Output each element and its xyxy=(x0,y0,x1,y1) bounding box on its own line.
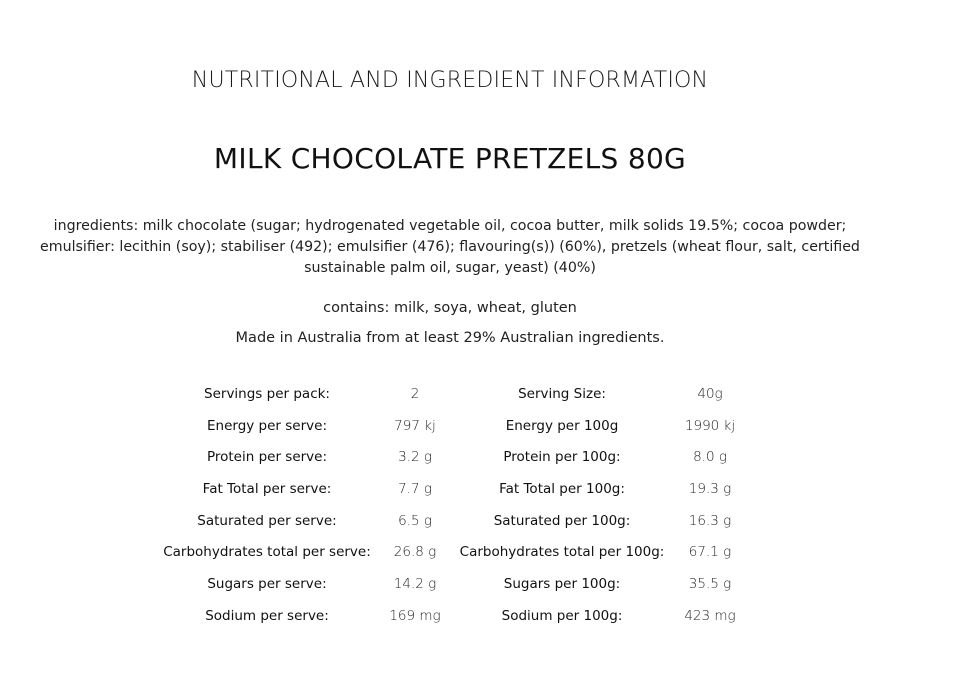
per-serve-label: Saturated per serve: xyxy=(197,512,337,529)
per-100g-value: 35.5 g xyxy=(688,575,732,592)
per-serve-label: Servings per pack: xyxy=(204,385,330,402)
per-serve-label: Sugars per serve: xyxy=(207,575,327,592)
table-row xyxy=(150,536,742,568)
per-serve-value: 3.2 g xyxy=(398,449,432,466)
per-serve-label: Energy per serve: xyxy=(206,417,327,434)
per-serve-value: 7.7 g xyxy=(398,480,432,497)
per-serve-value: 14.2 g xyxy=(393,575,437,592)
per-100g-value: 67.1 g xyxy=(688,544,732,561)
per-100g-label: Saturated per 100g: xyxy=(493,512,631,529)
per-serve-label: Sodium per serve: xyxy=(205,607,329,624)
per-100g-label: Sugars per 100g: xyxy=(503,575,621,592)
table-row xyxy=(150,378,742,410)
per-serve-value: 797 kj xyxy=(394,417,436,434)
per-serve-value: 169 mg xyxy=(389,607,441,624)
table-row xyxy=(150,600,742,632)
allergen-statement: contains: milk, soya, wheat, gluten xyxy=(323,300,577,316)
per-100g-label: Serving Size: xyxy=(518,385,606,402)
ingredients-text: ingredients: milk chocolate (sugar; hydrogenated vegetable oil, cocoa butter, milk solids 19.5%; cocoa powder; emulsifier: lecithin (soy); stabiliser (492); emulsifier (476); flavouring(s)) (60%), pretzels (wheat flour, salt, certified sustainable palm oil, sugar, yeast) (40%) xyxy=(40,218,860,276)
per-serve-value: 6.5 g xyxy=(398,512,432,529)
nutrition-table xyxy=(150,378,742,632)
table-row xyxy=(150,410,742,442)
per-100g-label: Fat Total per 100g: xyxy=(499,480,625,497)
table-row xyxy=(150,441,742,473)
per-100g-value: 1990 kj xyxy=(684,417,736,434)
section-heading: NUTRITIONAL AND INGREDIENT INFORMATION xyxy=(191,68,709,93)
table-row xyxy=(150,473,742,505)
per-100g-label: Carbohydrates total per 100g: xyxy=(459,544,665,561)
per-100g-value: 16.3 g xyxy=(688,512,732,529)
per-serve-value: 26.8 g xyxy=(393,544,437,561)
product-title: MILK CHOCOLATE PRETZELS 80G xyxy=(213,142,687,175)
per-100g-label: Sodium per 100g: xyxy=(501,607,623,624)
per-100g-value: 19.3 g xyxy=(688,480,732,497)
per-serve-value: 2 xyxy=(410,385,420,402)
per-serve-label: Fat Total per serve: xyxy=(202,480,332,497)
per-100g-label: Protein per 100g: xyxy=(503,449,621,466)
table-row xyxy=(150,505,742,537)
per-100g-value: 423 mg xyxy=(684,607,736,624)
table-row xyxy=(150,568,742,600)
origin-statement: Made in Australia from at least 29% Australian ingredients. xyxy=(235,330,665,346)
per-100g-value: 40g xyxy=(697,385,723,402)
per-100g-label: Energy per 100g xyxy=(505,417,619,434)
per-serve-label: Protein per serve: xyxy=(206,449,328,466)
per-serve-label: Carbohydrates total per serve: xyxy=(163,544,371,561)
per-100g-value: 8.0 g xyxy=(693,449,727,466)
